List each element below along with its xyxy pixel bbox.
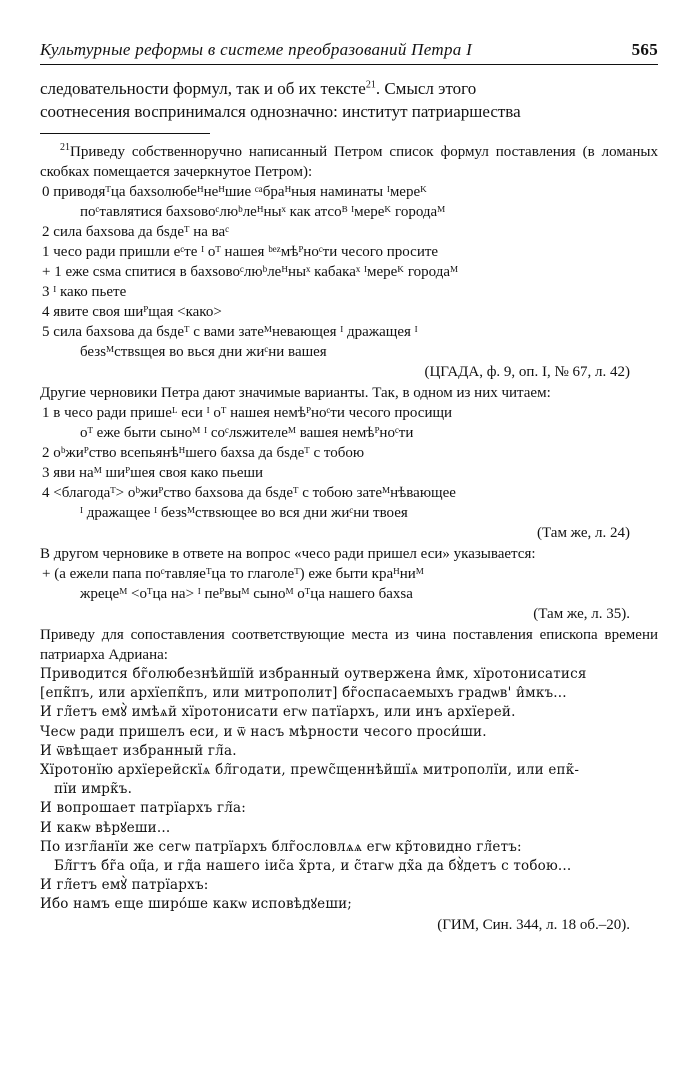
page-number: 565 [631,40,658,59]
formula-line: 3 яви наᴹ шиᴾшея своя како пьеши [42,465,264,481]
footnote [40,142,658,935]
running-title: Культурные реформы в системе преобразований Петра I [40,40,473,59]
formula-line: 4 <благодаᵀ> оᵇжиᴾство бахѕова да бѕдеᵀ с тобою затеᴹнѣвающее [42,485,456,501]
slavonic-line: [епк̃пъ, или архїепк̃пъ, или митрополит] бг̃оспасаемыхъ градѡв' и̂мкъ... [40,685,567,702]
formula-line: 4 явите своя шиᴾщая <како> [42,304,222,320]
slavonic-line: И какѡ вѣрꙋеши... [40,819,171,836]
footnote-paragraph: Другие черновики Петра дают значимые варианты. Так, в одном из них читаем: [40,385,551,401]
page [40,40,658,936]
slavonic-line: И гл̃етъ емꙋ̀ имѣѧй хїротонисати егѡ патїархъ, или инъ архїерей. [40,704,516,721]
main-text-line: соотнесения воспринимался однозначно: институт патриаршества [40,102,521,121]
formula-line: 0 приводяᵀца бахѕолюбеᴴнеᴴшие ᶜᵃбраᴴныя наминаты ᴵмереᴷ [42,184,427,200]
slavonic-line: По изгл̃анїи же сегѡ патрїархъ блг̃ословлѧѧ егѡ кр̃товидно гл̃етъ: [40,838,522,855]
formula-line: оᵀ еже быти сыноᴹ ᴵ соᶜлѕжителеᴹ вашея немѣᴾноᶜти [80,425,414,441]
footnote-paragraph: Приведу для сопоставления соответствующие места из чина поставления епископа времени патриарха Адриана: [40,627,658,663]
formula-line: 1 в чесо ради пришеᴸ еси ᴵ оᵀ нашея немѣᴾноᶜти чесого просищи [42,405,453,421]
formula-line: + 1 еже сѕма спитися в бахѕовоᶜлюᵇлеᴴныˣ кабакаˣ ᴵмереᴷ городаᴹ [42,264,459,280]
slavonic-line: Ибо намъ еще широ́ше какѡ исповѣдꙋеши; [40,896,353,913]
footnote-intro: $^{21}$Приведу собственноручно написанный Петром список формул поставления (в ломаных скобках помещается зачеркнутое Петром): [40,142,658,180]
slavonic-line: Приводится бг̃олюбезнѣйшїй избранный оутвержена и̂мк, хїротонисатися [40,666,587,682]
footnote-reference: 21 [365,79,376,91]
main-text [40,77,658,123]
formula-line: + (а ежели папа поᶜтавляеᵀца то глаголеᵀ) еже быти краᴴниᴹ [42,566,424,582]
formula-line: 2 оᵇжиᴾство всепьянѣᴴшего бахѕа да бѕдеᵀ с тобою [42,445,365,461]
formula-line: жрецеᴹ <оᵀца на> ᴵ пеᴾвыᴹ сыноᴹ оᵀца нашего бахѕа [80,586,413,602]
formula-line: безѕᴹствѕщея во вься дни жиᶜни вашея [80,344,327,360]
slavonic-line: Чесѡ ради пришелъ еси, и ѿ насъ мѣрности чесого проси́ши. [40,723,487,740]
footnote-paragraph: В другом черновике в ответе на вопрос «чесо ради пришел еси» указывается: [40,546,536,562]
source-citation: (ЦГАДА, ф. 9, оп. I, № 67, л. 42) [424,364,630,380]
formula-line: ᴵ дражащее ᴵ безѕᴹствѕющее во вся дни жиᶜни твоея [80,505,408,521]
formula-line: 1 чесо ради пришли еᶜте ᴵ оᵀ нашея ᵇᵉᶻмѣᴾноᶜти чесого просите [42,244,439,260]
slavonic-line: И гл̃етъ емꙋ̀ патрїархъ: [40,877,209,894]
formula-line: поᶜтавлятися бахѕовоᶜлюᵇлеᴴныˣ как атсоᴮ ᴵмереᴷ городаᴹ [80,204,446,220]
slavonic-line: И ѿвѣщает избранный гл̃а. [40,742,237,759]
formula-line: 5 сила бахѕова да бѕдеᵀ с вами затеᴹневающея ᴵ дражащея ᴵ [42,324,418,340]
slavonic-line: И вопрошает патрїархъ гл̃а: [40,800,247,817]
slavonic-line: Хїротонїю архїерейскїѧ бл̃годати, преwс̃щеннѣйшїѧ митрополїи, или епк̃- [40,762,580,779]
running-head [40,40,658,65]
slavonic-line: пїи имрк̃ъ. [54,781,133,798]
main-text-line: следовательности формул, так и об их тексте$^{21}$. Смысл этого [40,79,477,98]
source-citation: (ГИМ, Син. 344, л. 18 об.–20). [437,916,630,933]
formula-line: 3 ᴵ како пьете [42,284,127,300]
source-citation: (Там же, л. 24) [537,525,630,541]
footnote-number: 21 [60,142,70,153]
source-citation: (Там же, л. 35). [533,606,630,622]
footnote-divider [40,133,210,134]
slavonic-line: Бл̃гтъ бг̃а оц̃а, и гд̃а нашего іис̃а х̃рта, и с̃тагѡ дх̃а да бꙋ̀детъ с тобою... [54,858,572,875]
formula-line: 2 сила бахѕова да бѕдеᵀ на ваᶜ [42,224,230,240]
slavonic-quotation [40,665,658,915]
